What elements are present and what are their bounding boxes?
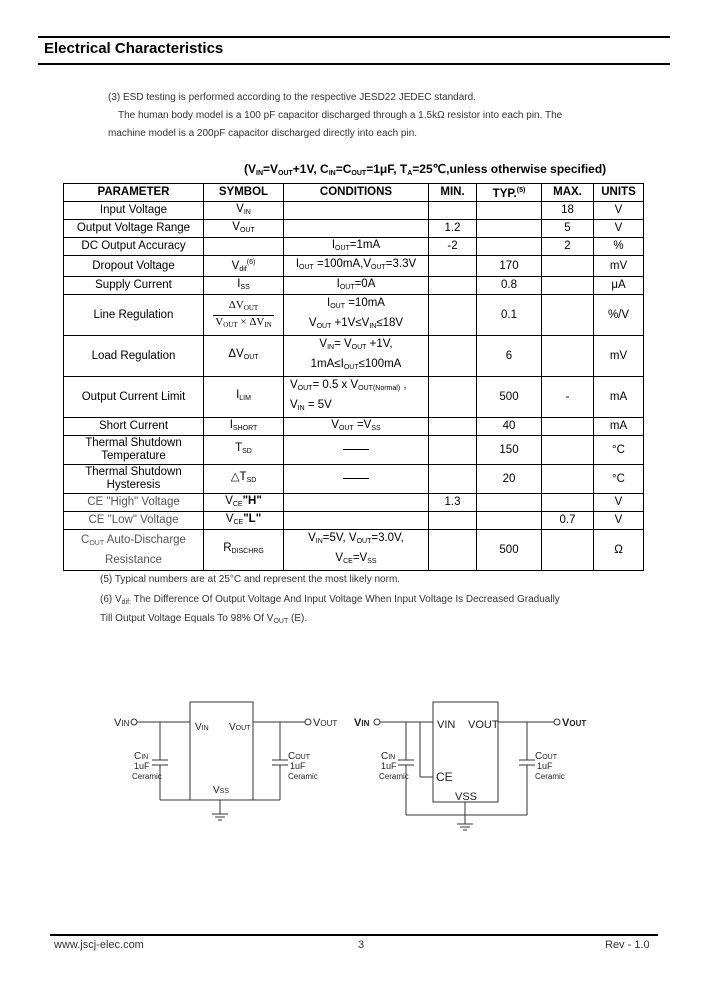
table-row xyxy=(64,418,644,436)
units-cell: V xyxy=(594,494,644,512)
note-esd-3: machine model is a 200pF capacitor discharged directly into each pin. xyxy=(108,128,418,139)
min-cell xyxy=(429,256,477,277)
max-cell xyxy=(542,494,594,512)
conditions-cell: $V_{OUT} =V_{SS}$ xyxy=(284,418,429,436)
min-cell xyxy=(429,377,477,418)
max-cell xyxy=(542,277,594,295)
table-row xyxy=(64,512,644,530)
left-vout-label: VOUT xyxy=(313,717,338,729)
typ-cell: 40 xyxy=(477,418,542,436)
symbol-cell xyxy=(204,238,284,256)
section-title: Electrical Characteristics xyxy=(44,40,224,57)
units-cell: mV xyxy=(594,256,644,277)
min-cell xyxy=(429,436,477,465)
right-ic-vss-label: VSS xyxy=(455,791,478,803)
note-vdif-cont: Till Output Voltage Equals To 98% Of $V_{OUT}$ (E). xyxy=(100,613,308,625)
conditions-header: ($V_{IN}=V_{OUT}+1V$, $C_{IN}=C_{OUT}=1\mu F$, $T_A=25℃,unless$ otherwise specified) xyxy=(244,162,607,177)
right-ic-vin-label: VIN xyxy=(437,719,456,731)
table-row xyxy=(64,377,644,418)
conditions-cell xyxy=(284,465,429,494)
parameter-cell: Output Current Limit xyxy=(64,377,204,418)
symbol-cell: $V_{CE}"L$" xyxy=(204,512,284,530)
parameter-cell: Thermal Shutdown Hysteresis xyxy=(64,465,204,494)
table-row xyxy=(64,202,644,220)
parameter-cell: Input Voltage xyxy=(64,202,204,220)
header-min: MIN. xyxy=(429,184,477,202)
right-cin-value: 1uF xyxy=(381,761,397,771)
parameter-cell: Output Voltage Range xyxy=(64,220,204,238)
symbol-cell: $R_{DISCHRG}$ xyxy=(204,530,284,571)
max-cell: 2 xyxy=(542,238,594,256)
conditions-cell: $I_{OUT}=1mA$ xyxy=(284,238,429,256)
min-cell xyxy=(429,295,477,336)
left-cout-label: COUT xyxy=(288,751,311,762)
typ-cell xyxy=(477,238,542,256)
right-cin-label: CIN xyxy=(381,751,396,762)
typ-cell xyxy=(477,202,542,220)
right-vout-label: VOUT xyxy=(562,717,587,729)
typ-cell: 0.1 xyxy=(477,295,542,336)
conditions-cell: $V_{OUT}= 0.5$ x $V_{OUT(Normal)}$ , $V_{IN} = 5V$ xyxy=(284,377,429,418)
dash-mark xyxy=(343,478,369,479)
units-cell: μA xyxy=(594,277,644,295)
max-cell: 0.7 xyxy=(542,512,594,530)
conditions-cell: $I_{OUT} =10mA$ $V_{OUT} +1V\le V_{IN}\le 18V$ xyxy=(284,295,429,336)
right-cout-type: Ceramic xyxy=(535,772,565,781)
units-cell: °C xyxy=(594,436,644,465)
symbol-cell: $I_{SHORT}$ xyxy=(204,418,284,436)
symbol-cell: $V_{CE}"H$" xyxy=(204,494,284,512)
table-row xyxy=(64,436,644,465)
dash-mark xyxy=(343,449,369,450)
min-cell: 1.3 xyxy=(429,494,477,512)
typ-cell: 150 xyxy=(477,436,542,465)
footer-website: www.jscj-elec.com xyxy=(54,939,144,951)
table-row xyxy=(64,336,644,377)
units-cell: % xyxy=(594,238,644,256)
max-cell xyxy=(542,295,594,336)
right-cout-value: 1uF xyxy=(537,761,553,771)
units-cell: %/V xyxy=(594,295,644,336)
min-cell xyxy=(429,202,477,220)
table-row xyxy=(64,530,644,571)
typ-cell: 20 xyxy=(477,465,542,494)
units-cell: V xyxy=(594,220,644,238)
table-row xyxy=(64,494,644,512)
parameter-cell: Dropout Voltage xyxy=(64,256,204,277)
min-cell xyxy=(429,465,477,494)
max-cell xyxy=(542,256,594,277)
units-cell: Ω xyxy=(594,530,644,571)
parameter-cell: Line Regulation xyxy=(64,295,204,336)
symbol-cell: $I_{LIM}$ xyxy=(204,377,284,418)
parameter-cell: Supply Current xyxy=(64,277,204,295)
parameter-cell: $C_{OUT}$ Auto-Discharge Resistance xyxy=(64,530,204,571)
right-vin-label: VIN xyxy=(354,717,370,729)
application-circuits xyxy=(0,690,707,840)
conditions-cell: $I_{OUT} =100mA,V_{OUT}=3.3V$ xyxy=(284,256,429,277)
symbol-cell: $\Delta V_{OUT}$ xyxy=(204,336,284,377)
symbol-cell: $V_{dif}^{(6)}$ xyxy=(204,256,284,277)
title-underline xyxy=(38,63,670,65)
table-row xyxy=(64,220,644,238)
max-cell xyxy=(542,465,594,494)
left-vin-label: VIN xyxy=(114,717,130,729)
typ-cell: 0.8 xyxy=(477,277,542,295)
right-circuit xyxy=(374,702,560,830)
parameter-cell: CE "High" Voltage xyxy=(64,494,204,512)
typ-cell: 170 xyxy=(477,256,542,277)
note-esd-1: (3) ESD testing is performed according to the respective JESD22 JEDEC standard. xyxy=(108,92,476,103)
max-cell: 18 xyxy=(542,202,594,220)
units-cell: mA xyxy=(594,377,644,418)
max-cell: - xyxy=(542,377,594,418)
parameter-cell: DC Output Accuracy xyxy=(64,238,204,256)
footer-page-number: 3 xyxy=(358,939,365,951)
min-cell xyxy=(429,277,477,295)
footer-revision: Rev - 1.0 xyxy=(605,939,650,951)
line-regulation-fraction: $\frac{\Delta V_{OUT}}{V_{OUT} \times \Delta V_{IN}}$ xyxy=(215,298,272,329)
conditions-cell xyxy=(284,512,429,530)
max-cell xyxy=(542,418,594,436)
left-cin-value: 1uF xyxy=(134,761,150,771)
symbol-cell: $V_{IN}$ xyxy=(204,202,284,220)
conditions-cell: $V_{IN}=5V$, $V_{OUT}=3.0V$, $V_{CE}=V_{SS}$ xyxy=(284,530,429,571)
units-cell: mV xyxy=(594,336,644,377)
symbol-cell: $I_{SS}$ xyxy=(204,277,284,295)
max-cell: 5 xyxy=(542,220,594,238)
typ-cell xyxy=(477,220,542,238)
left-cout-type: Ceramic xyxy=(288,772,318,781)
header-parameter: PARAMETER xyxy=(64,184,204,202)
left-ic-vin-label: VIN xyxy=(195,722,209,733)
min-cell xyxy=(429,530,477,571)
left-cin-type: Ceramic xyxy=(132,772,162,781)
max-cell xyxy=(542,530,594,571)
units-cell: °C xyxy=(594,465,644,494)
parameter-cell: Thermal Shutdown Temperature xyxy=(64,436,204,465)
header-symbol: SYMBOL xyxy=(204,184,284,202)
right-ic-vout-label: VOUT xyxy=(468,719,499,731)
top-rule xyxy=(38,36,670,38)
parameter-cell: Load Regulation xyxy=(64,336,204,377)
table-row xyxy=(64,465,644,494)
note-typical: (5) Typical numbers are at 25°C and represent the most likely norm. xyxy=(100,574,401,585)
parameter-cell: Short Current xyxy=(64,418,204,436)
table-header-row xyxy=(64,184,644,202)
typ-cell xyxy=(477,494,542,512)
min-cell: 1.2 xyxy=(429,220,477,238)
typ-cell: 6 xyxy=(477,336,542,377)
right-cin-type: Ceramic xyxy=(379,772,409,781)
min-cell xyxy=(429,512,477,530)
left-ic-vss-label: VSS xyxy=(213,785,230,796)
conditions-cell: $V_{IN}= V_{OUT} +1V$, $1mA\le I_{OUT}\le 100mA$ xyxy=(284,336,429,377)
conditions-cell xyxy=(284,220,429,238)
table-row xyxy=(64,256,644,277)
left-ic-vout-label: VOUT xyxy=(229,722,251,733)
header-max: MAX. xyxy=(542,184,594,202)
units-cell: V xyxy=(594,202,644,220)
table-row xyxy=(64,277,644,295)
units-cell: V xyxy=(594,512,644,530)
max-cell xyxy=(542,436,594,465)
conditions-cell: $I_{OUT}=0A$ xyxy=(284,277,429,295)
left-cin-label: CIN xyxy=(134,751,149,762)
typ-cell: 500 xyxy=(477,377,542,418)
typ-cell xyxy=(477,512,542,530)
electrical-characteristics-table xyxy=(63,183,644,571)
header-conditions: CONDITIONS xyxy=(284,184,429,202)
note-vdif: (6) $V_{dif:}$ The Difference Of Output Voltage And Input Voltage When Input Voltage Is Decreased Gradually xyxy=(100,594,560,606)
left-circuit xyxy=(131,702,311,820)
symbol-cell xyxy=(204,295,284,336)
typ-cell: 500 xyxy=(477,530,542,571)
symbol-cell: $T_{SD}$ xyxy=(204,436,284,465)
footer-rule xyxy=(50,934,658,936)
conditions-cell xyxy=(284,202,429,220)
min-cell xyxy=(429,418,477,436)
right-ic-ce-label: CE xyxy=(436,770,453,784)
max-cell xyxy=(542,336,594,377)
min-cell: -2 xyxy=(429,238,477,256)
right-cout-label: COUT xyxy=(535,751,558,762)
header-units: UNITS xyxy=(594,184,644,202)
table-row xyxy=(64,295,644,336)
conditions-cell xyxy=(284,436,429,465)
header-typ: TYP.$^{(5)}$ xyxy=(477,184,542,202)
conditions-cell xyxy=(284,494,429,512)
left-cout-value: 1uF xyxy=(290,761,306,771)
units-cell: mA xyxy=(594,418,644,436)
symbol-cell: $\triangle T_{SD}$ xyxy=(204,465,284,494)
parameter-cell: CE "Low" Voltage xyxy=(64,512,204,530)
symbol-cell: $V_{OUT}$ xyxy=(204,220,284,238)
table-row xyxy=(64,238,644,256)
note-esd-2: The human body model is a 100 pF capacitor discharged through a 1.5kΩ resistor into each pin. The xyxy=(118,110,563,121)
min-cell xyxy=(429,336,477,377)
